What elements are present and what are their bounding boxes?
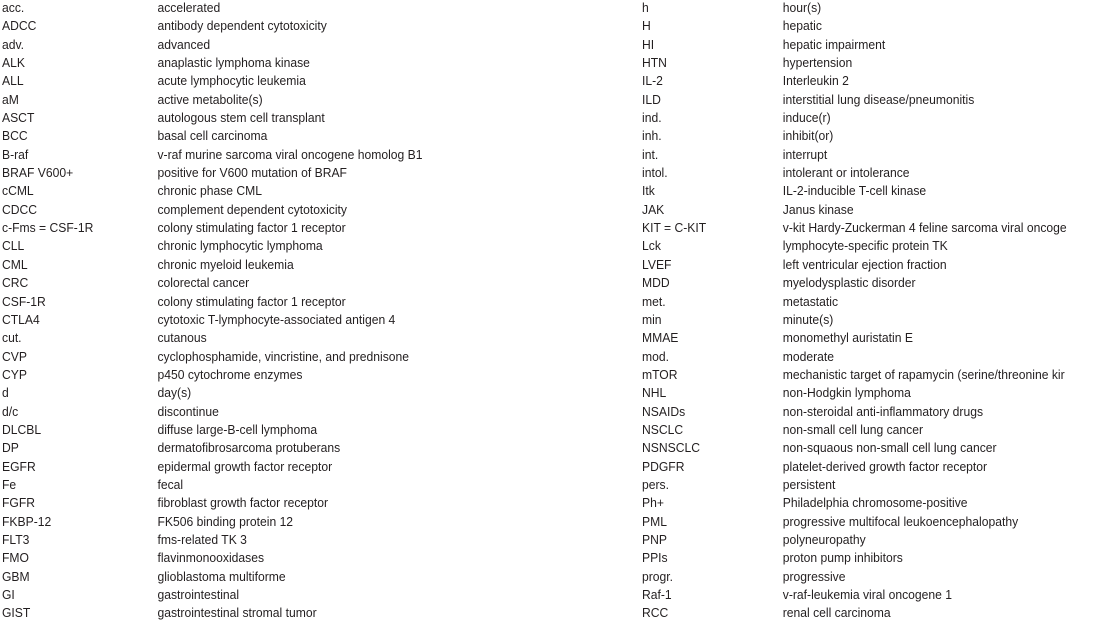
abbreviation-term: adv. xyxy=(2,36,25,52)
abbreviation-row xyxy=(2,494,423,512)
abbreviation-definition: intolerant or intolerance xyxy=(782,165,910,181)
abbreviation-term: Fe xyxy=(2,476,17,492)
abbreviation-row xyxy=(642,439,1067,457)
abbreviation-row xyxy=(642,36,1067,54)
abbreviation-definition: interrupt xyxy=(782,146,828,162)
abbreviation-row xyxy=(2,586,423,604)
abbreviation-row xyxy=(2,348,423,366)
abbreviation-definition: advanced xyxy=(157,36,211,52)
abbreviation-term: acc. xyxy=(2,0,25,15)
abbreviation-term: FLT3 xyxy=(2,531,30,547)
abbreviation-term: JAK xyxy=(642,201,665,217)
abbreviation-row xyxy=(642,513,1067,531)
abbreviation-definition: IL-2-inducible T-cell kinase xyxy=(782,183,927,199)
abbreviation-definition: epidermal growth factor receptor xyxy=(157,458,333,474)
abbreviation-row xyxy=(642,311,1067,329)
abbreviation-definition: chronic lymphocytic lymphoma xyxy=(157,238,323,254)
abbreviation-term: Ph+ xyxy=(642,495,664,511)
abbreviation-definition: cyclophosphamide, vincristine, and prednisone xyxy=(157,348,410,364)
abbreviation-row xyxy=(2,109,423,127)
abbreviation-row xyxy=(2,17,423,35)
abbreviation-row xyxy=(642,329,1067,347)
abbreviation-definition: platelet-derived growth factor receptor xyxy=(782,458,988,474)
abbreviation-row xyxy=(2,513,423,531)
abbreviation-definition: dermatofibrosarcoma protuberans xyxy=(157,440,341,456)
abbreviation-term: FKBP-12 xyxy=(2,513,52,529)
abbreviation-row xyxy=(2,604,423,622)
abbreviation-term: cCML xyxy=(2,183,34,199)
abbreviation-definition: non-small cell lung cancer xyxy=(782,421,924,437)
abbreviation-row xyxy=(2,311,423,329)
abbreviation-row xyxy=(642,384,1067,402)
abbreviation-row xyxy=(2,458,423,476)
abbreviation-term: MDD xyxy=(642,275,670,291)
abbreviation-term: FMO xyxy=(2,550,29,566)
abbreviation-row xyxy=(642,219,1067,237)
abbreviation-term: PNP xyxy=(642,531,667,547)
abbreviation-definition: v-kit Hardy-Zuckerman 4 feline sarcoma viral oncoge xyxy=(782,220,1067,236)
abbreviation-row xyxy=(642,127,1067,145)
abbreviation-term: PDGFR xyxy=(642,458,685,474)
abbreviation-term: EGFR xyxy=(2,458,36,474)
abbreviation-row xyxy=(2,182,423,200)
abbreviation-row xyxy=(2,36,423,54)
abbreviation-definition: flavinmonooxidases xyxy=(157,550,265,566)
abbreviation-definition: colorectal cancer xyxy=(157,275,250,291)
abbreviation-definition: myelodysplastic disorder xyxy=(782,275,916,291)
abbreviation-row xyxy=(2,421,423,439)
abbreviation-term: BRAF V600+ xyxy=(2,165,74,181)
abbreviation-term: mTOR xyxy=(642,366,678,382)
abbreviation-term: CTLA4 xyxy=(2,311,40,327)
abbreviation-term: CSF-1R xyxy=(2,293,46,309)
abbreviation-term: c-Fms = CSF-1R xyxy=(2,220,94,236)
abbreviation-row xyxy=(2,72,423,90)
abbreviation-definition: antibody dependent cytotoxicity xyxy=(157,18,327,34)
abbreviation-term: HI xyxy=(642,36,655,52)
abbreviation-definition: complement dependent cytotoxicity xyxy=(157,201,347,217)
abbreviation-definition: v-raf murine sarcoma viral oncogene homolog B1 xyxy=(157,146,423,162)
abbreviation-term: FGFR xyxy=(2,495,36,511)
abbreviation-term: ALK xyxy=(2,55,25,71)
abbreviation-row xyxy=(2,274,423,292)
abbreviation-definition: discontinue xyxy=(157,403,219,419)
abbreviation-definition: renal cell carcinoma xyxy=(782,605,891,621)
abbreviation-definition: hepatic impairment xyxy=(782,36,886,52)
abbreviation-term: Raf-1 xyxy=(642,587,672,602)
abbreviation-row xyxy=(642,109,1067,127)
abbreviation-row xyxy=(642,458,1067,476)
abbreviation-definition: fecal xyxy=(157,476,184,492)
abbreviation-term: CVP xyxy=(2,348,27,364)
abbreviation-row xyxy=(2,146,423,164)
abbreviation-row xyxy=(642,17,1067,35)
abbreviation-definition: gastrointestinal xyxy=(157,587,240,602)
abbreviation-definition: hepatic xyxy=(782,18,822,34)
abbreviation-definition: glioblastoma multiforme xyxy=(157,568,286,584)
abbreviation-term: Lck xyxy=(642,238,661,254)
abbreviation-term: GBM xyxy=(2,568,30,584)
abbreviation-term: ASCT xyxy=(2,110,35,126)
abbreviation-row xyxy=(2,384,423,402)
abbreviation-definition: fibroblast growth factor receptor xyxy=(157,495,329,511)
abbreviation-term: NSNSCLC xyxy=(642,440,700,456)
abbreviation-term: NSAIDs xyxy=(642,403,686,419)
abbreviation-row xyxy=(642,549,1067,567)
abbreviation-row xyxy=(2,531,423,549)
abbreviation-row xyxy=(2,91,423,109)
abbreviation-row xyxy=(2,164,423,182)
abbreviation-term: NSCLC xyxy=(642,421,684,437)
abbreviation-term: aM xyxy=(2,91,19,107)
abbreviation-row xyxy=(642,182,1067,200)
abbreviation-definition: positive for V600 mutation of BRAF xyxy=(157,165,347,181)
abbreviation-term: GI xyxy=(2,587,15,602)
abbreviation-row xyxy=(2,476,423,494)
abbreviation-term: intol. xyxy=(642,165,668,181)
abbreviation-term: BCC xyxy=(2,128,28,144)
abbreviation-row xyxy=(2,329,423,347)
abbreviation-definition: monomethyl auristatin E xyxy=(782,330,913,346)
abbreviation-definition: active metabolite(s) xyxy=(157,91,263,107)
abbreviation-row xyxy=(642,348,1067,366)
abbreviation-term: CYP xyxy=(2,366,27,382)
abbreviation-definition: chronic myeloid leukemia xyxy=(157,256,294,272)
abbreviation-term: CML xyxy=(2,256,28,272)
abbreviation-definition: FK506 binding protein 12 xyxy=(157,513,294,529)
abbreviation-row xyxy=(642,91,1067,109)
abbreviation-term: ALL xyxy=(2,73,24,89)
abbreviation-column-left xyxy=(2,0,459,622)
abbreviation-definition: progressive multifocal leukoencephalopathy xyxy=(782,513,1019,529)
abbreviation-definition: non-squaous non-small cell lung cancer xyxy=(782,440,997,456)
abbreviation-definition: persistent xyxy=(782,476,836,492)
abbreviation-definition: mechanistic target of rapamycin (serine/threonine kir xyxy=(782,366,1065,382)
abbreviation-row xyxy=(642,604,1067,622)
abbreviation-row xyxy=(2,403,423,421)
abbreviation-definition: diffuse large-B-cell lymphoma xyxy=(157,421,318,437)
abbreviation-term: PPIs xyxy=(642,550,668,566)
abbreviation-term: Itk xyxy=(642,183,655,199)
abbreviation-row xyxy=(642,421,1067,439)
abbreviation-definition: anaplastic lymphoma kinase xyxy=(157,55,310,71)
abbreviation-row xyxy=(2,568,423,586)
abbreviation-row xyxy=(2,219,423,237)
abbreviation-term: CRC xyxy=(2,275,29,291)
abbreviation-definition: left ventricular ejection fraction xyxy=(782,256,947,272)
abbreviation-definition: Janus kinase xyxy=(782,201,854,217)
abbreviation-row xyxy=(2,439,423,457)
abbreviation-term: DLCBL xyxy=(2,421,42,437)
abbreviation-column-right xyxy=(642,0,1099,622)
abbreviation-term: min xyxy=(642,311,662,327)
abbreviation-row xyxy=(2,293,423,311)
abbreviation-row xyxy=(642,164,1067,182)
abbreviation-row xyxy=(2,201,423,219)
abbreviation-row xyxy=(642,586,1067,604)
abbreviation-row xyxy=(2,127,423,145)
abbreviation-definition: colony stimulating factor 1 receptor xyxy=(157,293,346,309)
abbreviation-definition: basal cell carcinoma xyxy=(157,128,268,144)
abbreviation-definition: p450 cytochrome enzymes xyxy=(157,366,303,382)
abbreviation-row xyxy=(642,293,1067,311)
abbreviation-row xyxy=(2,0,423,17)
abbreviation-term: MMAE xyxy=(642,330,679,346)
abbreviation-term: PML xyxy=(642,513,667,529)
abbreviation-definition: moderate xyxy=(782,348,835,364)
abbreviation-row xyxy=(642,476,1067,494)
abbreviation-definition: minute(s) xyxy=(782,311,834,327)
abbreviation-term: B-raf xyxy=(2,146,29,162)
abbreviation-row xyxy=(2,54,423,72)
abbreviation-row xyxy=(642,403,1067,421)
abbreviation-term: inh. xyxy=(642,128,662,144)
abbreviation-definition: non-steroidal anti-inflammatory drugs xyxy=(782,403,984,419)
abbreviation-row xyxy=(642,201,1067,219)
abbreviation-term: ILD xyxy=(642,91,661,107)
abbreviation-row xyxy=(642,54,1067,72)
abbreviation-row xyxy=(642,146,1067,164)
abbreviation-definition: chronic phase CML xyxy=(157,183,263,199)
abbreviation-term: met. xyxy=(642,293,666,309)
abbreviation-definition: gastrointestinal stromal tumor xyxy=(157,605,317,621)
abbreviation-definition: non-Hodgkin lymphoma xyxy=(782,385,911,401)
abbreviation-definition: lymphocyte-specific protein TK xyxy=(782,238,948,254)
abbreviation-term: cut. xyxy=(2,330,22,346)
abbreviation-definition: day(s) xyxy=(157,385,192,401)
abbreviation-term: KIT = C-KIT xyxy=(642,220,707,236)
abbreviation-row xyxy=(642,72,1067,90)
abbreviation-row xyxy=(642,531,1067,549)
abbreviation-term: d/c xyxy=(2,403,19,419)
abbreviation-term: pers. xyxy=(642,476,669,492)
abbreviation-row xyxy=(642,274,1067,292)
abbreviation-row xyxy=(2,366,423,384)
abbreviation-definition: v-raf-leukemia viral oncogene 1 xyxy=(782,587,953,602)
abbreviation-definition: acute lymphocytic leukemia xyxy=(157,73,306,89)
abbreviation-definition: colony stimulating factor 1 receptor xyxy=(157,220,346,236)
abbreviation-term: progr. xyxy=(642,568,674,584)
abbreviation-row xyxy=(642,494,1067,512)
abbreviation-row xyxy=(2,549,423,567)
abbreviation-row xyxy=(642,0,1067,17)
abbreviation-definition: inhibit(or) xyxy=(782,128,834,144)
abbreviation-definition: metastatic xyxy=(782,293,839,309)
abbreviation-term: CDCC xyxy=(2,201,38,217)
abbreviation-row xyxy=(642,237,1067,255)
abbreviation-row xyxy=(642,256,1067,274)
abbreviation-definition: hypertension xyxy=(782,55,853,71)
abbreviation-definition: cutanous xyxy=(157,330,207,346)
abbreviation-term: CLL xyxy=(2,238,25,254)
abbreviation-term: HTN xyxy=(642,55,667,71)
abbreviation-definition: cytotoxic T-lymphocyte-associated antigen 4 xyxy=(157,311,396,327)
abbreviation-row xyxy=(2,237,423,255)
abbreviation-definition: proton pump inhibitors xyxy=(782,550,903,566)
abbreviation-definition: Philadelphia chromosome-positive xyxy=(782,495,968,511)
abbreviation-term: GIST xyxy=(2,605,31,621)
abbreviation-term: d xyxy=(2,385,9,401)
abbreviation-definition: progressive xyxy=(782,568,846,584)
abbreviation-term: LVEF xyxy=(642,256,672,272)
abbreviation-term: NHL xyxy=(642,385,667,401)
abbreviation-definition: fms-related TK 3 xyxy=(157,531,247,547)
abbreviation-term: h xyxy=(642,0,649,15)
abbreviation-row xyxy=(642,568,1067,586)
abbreviation-definition: interstitial lung disease/pneumonitis xyxy=(782,91,975,107)
abbreviation-term: int. xyxy=(642,146,659,162)
abbreviation-term: DP xyxy=(2,440,19,456)
abbreviation-term: RCC xyxy=(642,605,669,621)
abbreviation-row xyxy=(642,366,1067,384)
abbreviation-term: ADCC xyxy=(2,18,37,34)
abbreviation-term: mod. xyxy=(642,348,669,364)
abbreviation-definition: induce(r) xyxy=(782,110,831,126)
abbreviation-definition: autologous stem cell transplant xyxy=(157,110,325,126)
abbreviation-term: IL-2 xyxy=(642,73,663,89)
abbreviation-definition: accelerated xyxy=(157,0,221,15)
abbreviation-definition: Interleukin 2 xyxy=(782,73,849,89)
abbreviation-term: H xyxy=(642,18,651,34)
abbreviation-row xyxy=(2,256,423,274)
abbreviation-term: ind. xyxy=(642,110,662,126)
abbreviation-definition: hour(s) xyxy=(782,0,822,15)
abbreviation-definition: polyneuropathy xyxy=(782,531,866,547)
